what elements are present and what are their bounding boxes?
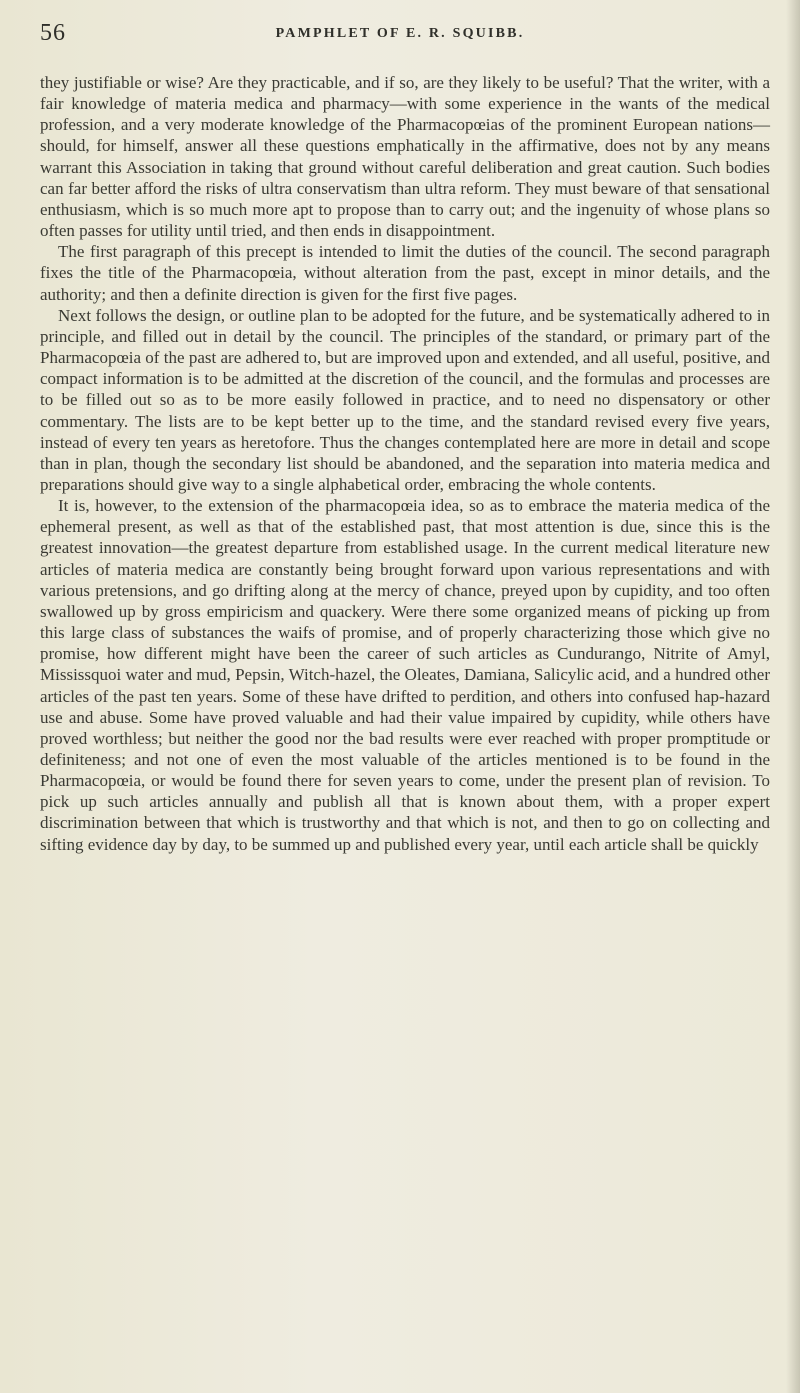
paragraph: It is, however, to the extension of the pharmacopœia idea, so as to embrace the materia medica of the ephemeral present, as well as that of the established past, that most attention is due, since this is the greatest innovation—the greatest departure from established usage. In the current medical literature new articles of materia medica are constantly being brought forward upon various representations and with various pretensions, and go drifting along at the mercy of chance, preyed upon by cupidity, and too often swallowed up by gross empiricism and quackery. Were there some organized means of picking up from this large class of substances the waifs of promise, and of properly characterizing those which give no promise, how different might have been the career of such articles as Cundurango, Nitrite of Amyl, Mississquoi water and mud, Pepsin, Witch-hazel, the Oleates, Damiana, Salicylic acid, and a hundred other articles of the past ten years. Some of these have drifted to perdition, and others into confused hap-hazard use and abuse. Some have proved valuable and had their value impaired by cupidity, while others have proved worthless; but neither the good nor the bad results were ever reached with proper promptitude or definiteness; and not one of even the most valuable of the articles mentioned is to be found in the Pharmacopœia, or would be found there for seven years to come, under the present plan of revision. To pick up such articles annually and publish all that is known about them, with a proper expert discrimination between that which is trustworthy and that which is not, and then to go on collecting and sifting evidence day by day, to be summed up and published every year, until each article shall be quickly (40, 496, 770, 854)
paragraph-continued: they justifiable or wise? Are they practicable, and if so, are they likely to be useful? That the writer, with a fair knowledge of materia medica and pharmacy—with some experience in the wants of the medical profession, and a very moderate knowledge of the Pharmacopœias of the prominent European nations—should, for himself, answer all these questions emphatically in the affirmative, does not by any means warrant this Association in taking that ground without careful deliberation and great caution. Such bodies can far better afford the risks of ultra conservatism than ultra reform. They must beware of that sensational enthusiasm, which is so much more apt to propose than to carry out; and the ingenuity of whose plans so often passes for utility until tried, and then ends in disappointment. (40, 73, 770, 241)
running-head: PAMPHLET OF E. R. SQUIBB. (275, 26, 525, 41)
page-header (40, 20, 760, 50)
page-edge-shadow (786, 0, 800, 1393)
body-text (40, 72, 770, 855)
paragraph: The first paragraph of this precept is intended to limit the duties of the council. The second paragraph fixes the title of the Pharmacopœia, without alteration from the past, except in minor details, and the authority; and then a definite direction is given for the first five pages. (40, 242, 770, 304)
paragraph: Next follows the design, or outline plan to be adopted for the future, and be systematically adhered to in principle, and filled out in detail by the council. The principles of the standard, or primary part of the Pharmacopœia of the past are adhered to, but are improved upon and extended, and all useful, positive, and compact information is to be admitted at the discretion of the council, and the formulas and processes are to be filled out so as to be more easily followed in practice, and to need no dispensatory or other commentary. The lists are to be kept better up to the time, and the standard revised every five years, instead of every ten years as heretofore. Thus the changes contemplated here are more in detail and scope than in plan, though the secondary list should be abandoned, and the separation into materia medica and preparations should give way to a single alphabetical order, embracing the whole contents. (40, 305, 770, 494)
page-number: 56 (40, 20, 66, 46)
